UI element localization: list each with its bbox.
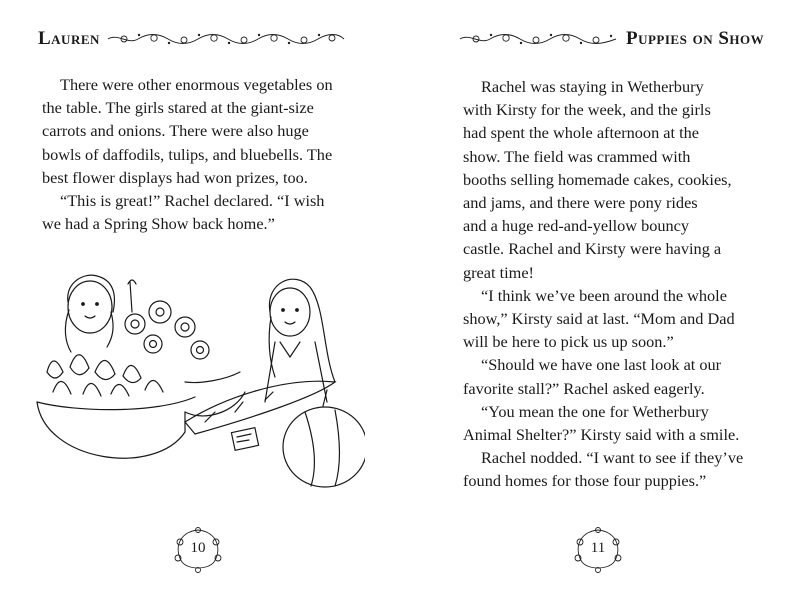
text-line: show. The field was crammed with — [463, 146, 691, 166]
left-page-folio — [168, 526, 228, 574]
left-page-number: 10 — [190, 540, 206, 556]
paragraph-first-line: Rachel was staying in Wetherbury — [481, 77, 704, 96]
vine-ornament-icon — [106, 30, 346, 48]
paragraph-first-line: “Should we have one last look at our — [481, 355, 722, 375]
left-running-head-title: Lauren — [38, 28, 100, 49]
paragraph-first-line: “I think we’ve been around the whole — [481, 285, 727, 305]
paragraph-first-line: Rachel nodded. “I want to see if they’ve — [481, 448, 744, 468]
left-body-text — [42, 73, 382, 235]
left-running-head — [38, 28, 346, 50]
paragraph-first-line: “This is great!” Rachel declared. “I wish — [60, 191, 325, 211]
text-line: Animal Shelter?” Kirsty said with a smile. — [463, 425, 740, 445]
paragraph-first-line: “You mean the one for Wetherbury — [481, 401, 709, 421]
text-line: with Kirsty for the week, and the girls — [463, 100, 711, 120]
right-page-number: 11 — [590, 540, 606, 556]
text-line: and a huge red-and-yellow bouncy — [463, 216, 690, 236]
text-line: bowls of daffodils, tulips, and bluebells. The — [42, 144, 333, 164]
text-line: carrots and onions. There were also huge — [42, 121, 309, 141]
text-line: favorite stall?” Rachel asked eagerly. — [463, 378, 705, 398]
girls-with-flowers-illustration — [35, 272, 365, 490]
text-line: had spent the whole afternoon at the — [463, 123, 699, 143]
text-line: the table. The girls stared at the giant-size — [42, 98, 314, 118]
text-line: found homes for those four puppies.” — [463, 471, 707, 491]
text-line: show,” Kirsty said at last. “Mom and Dad — [463, 309, 735, 329]
right-running-head — [458, 28, 764, 50]
vine-ornament-icon — [458, 30, 618, 48]
text-line: and jams, and there were pony rides — [463, 193, 698, 213]
paragraph-first-line: There were other enormous vegetables on — [60, 75, 333, 94]
right-running-head-title: Puppies on Show — [626, 28, 765, 49]
text-line: we had a Spring Show back home.” — [42, 214, 275, 234]
right-page — [400, 0, 800, 590]
text-line: will be here to pick us up soon.” — [463, 332, 674, 352]
text-line: best flower displays had won prizes, too. — [42, 167, 308, 187]
text-line: castle. Rachel and Kirsty were having a — [463, 239, 722, 259]
right-body-text — [463, 75, 783, 493]
text-line: booths selling homemade cakes, cookies, — [463, 169, 732, 189]
right-page-folio — [568, 526, 628, 574]
text-line: great time! — [463, 262, 534, 282]
